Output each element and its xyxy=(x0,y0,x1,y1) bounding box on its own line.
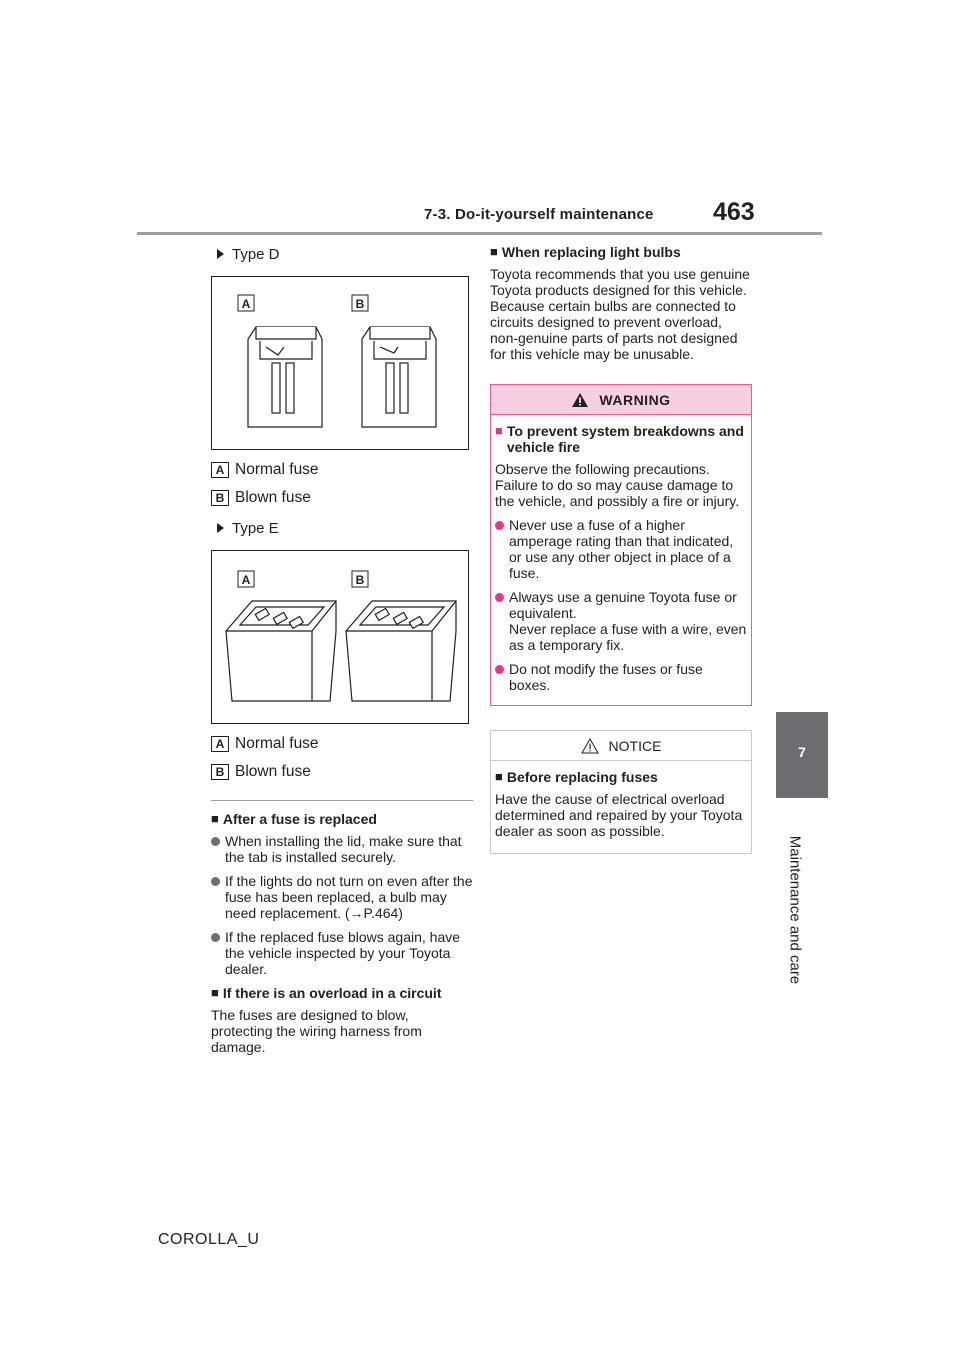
bulbs-heading-text: When replacing light bulbs xyxy=(501,244,681,260)
after-bullet xyxy=(211,929,473,977)
chapter-tab: 7 xyxy=(776,712,828,798)
overload-heading xyxy=(211,985,473,1001)
type-e-label: Type E xyxy=(232,519,279,537)
warning-triangle-icon xyxy=(571,392,589,408)
type-e-figure xyxy=(211,550,469,724)
legend-e-normal xyxy=(211,730,473,758)
figure-label-b: B xyxy=(355,573,365,587)
notice-triangle-icon xyxy=(581,738,599,754)
section-title: 7-3. Do-it-yourself maintenance xyxy=(424,206,654,223)
bullet-dot-icon xyxy=(495,665,504,674)
square-bullet-icon: ■ xyxy=(495,423,503,438)
warning-text-2: Failure to do so may cause damage to the vehicle, and possibly a fire or injury. xyxy=(495,477,740,509)
legend-d-blown xyxy=(211,484,473,512)
warning-text-1: Observe the following precautions. xyxy=(495,461,710,477)
figure-label-b: B xyxy=(355,297,365,311)
figure-label-a: A xyxy=(241,297,251,311)
notice-title: NOTICE xyxy=(608,737,662,754)
figure-label-a: A xyxy=(241,573,251,587)
after-heading-text: After a fuse is replaced xyxy=(222,811,377,827)
legend-text: Normal fuse xyxy=(235,735,319,752)
after-heading xyxy=(211,811,473,827)
bullet-text: Always use a genuine Toyota fuse or equivalent. Never replace a fuse with a wire, even as a temporary fix. xyxy=(509,589,747,653)
header-rule xyxy=(137,232,822,235)
footer-model: COROLLA_U xyxy=(158,1231,260,1248)
square-bullet-icon: ■ xyxy=(495,769,503,784)
square-bullet-icon: ■ xyxy=(211,811,219,826)
chapter-label: Maintenance and care xyxy=(786,835,804,985)
arrow-icon xyxy=(217,523,224,533)
legend-text: Normal fuse xyxy=(235,461,319,478)
warning-heading-text: To prevent system breakdowns and vehicle fire xyxy=(506,423,744,455)
type-e-item xyxy=(211,516,473,540)
legend-text: Blown fuse xyxy=(235,489,311,506)
notice-box xyxy=(490,730,752,854)
notice-text: Have the cause of electrical overload determined and repaired by your Toyota dealer as soon as possible. xyxy=(495,791,743,839)
warning-heading xyxy=(495,423,747,455)
bullet-text: Do not modify the fuses or fuse boxes. xyxy=(509,661,703,693)
type-d-figure xyxy=(211,276,469,450)
bullet-dot-icon xyxy=(495,521,504,530)
type-d-item xyxy=(211,242,473,266)
bullet-text: If the replaced fuse blows again, have the vehicle inspected by your Toyota dealer. xyxy=(225,929,461,977)
bullet-dot-icon xyxy=(211,837,220,846)
bullet-text: Never use a fuse of a higher amperage rating than that indicated, or use any other object in place of a fuse. xyxy=(509,517,734,581)
type-d-label: Type D xyxy=(232,245,280,263)
warning-header xyxy=(491,385,751,415)
legend-text: Blown fuse xyxy=(235,763,311,780)
legend-key: A xyxy=(211,736,229,752)
bullet-text: If the lights do not turn on even after the fuse has been replaced, a bulb may need replacement. (→P.464) xyxy=(225,873,473,921)
right-column xyxy=(490,242,752,854)
notice-heading-text: Before replacing fuses xyxy=(506,769,658,785)
bullet-dot-icon xyxy=(495,593,504,602)
legend-e-blown xyxy=(211,758,473,786)
after-bullet xyxy=(211,873,473,921)
warning-bullet xyxy=(495,661,747,693)
warning-title: WARNING xyxy=(599,391,671,408)
bulbs-text-2: Because certain bulbs are connected to circuits designed to prevent overload, non-genuine parts of parts not designed for this vehicle may be unusable. xyxy=(490,298,738,362)
legend-d-normal xyxy=(211,456,473,484)
arrow-icon xyxy=(217,249,224,259)
bullet-dot-icon xyxy=(211,933,220,942)
legend-key: B xyxy=(211,764,229,780)
page-number: 463 xyxy=(713,198,755,226)
overload-heading-text: If there is an overload in a circuit xyxy=(222,985,442,1001)
bulbs-heading xyxy=(490,244,752,260)
bullet-text: When installing the lid, make sure that the tab is installed securely. xyxy=(225,833,462,865)
after-bullet xyxy=(211,833,473,865)
section-divider xyxy=(211,800,473,801)
type-e-illustration xyxy=(212,551,470,725)
notice-heading xyxy=(495,769,747,785)
notice-body xyxy=(491,761,751,853)
warning-bullet xyxy=(495,589,747,653)
type-d-illustration xyxy=(212,277,470,451)
bullet-dot-icon xyxy=(211,877,220,886)
square-bullet-icon: ■ xyxy=(490,244,498,259)
bulbs-text-1: Toyota recommends that you use genuine Toyota products designed for this vehicle. xyxy=(490,266,750,298)
legend-key: B xyxy=(211,490,229,506)
warning-bullet xyxy=(495,517,747,581)
warning-body xyxy=(491,415,751,705)
overload-text: The fuses are designed to blow, protecting the wiring harness from damage. xyxy=(211,1007,422,1055)
left-column xyxy=(211,242,473,1063)
square-bullet-icon: ■ xyxy=(211,985,219,1000)
legend-key: A xyxy=(211,462,229,478)
notice-header xyxy=(491,731,751,761)
warning-box xyxy=(490,384,752,706)
